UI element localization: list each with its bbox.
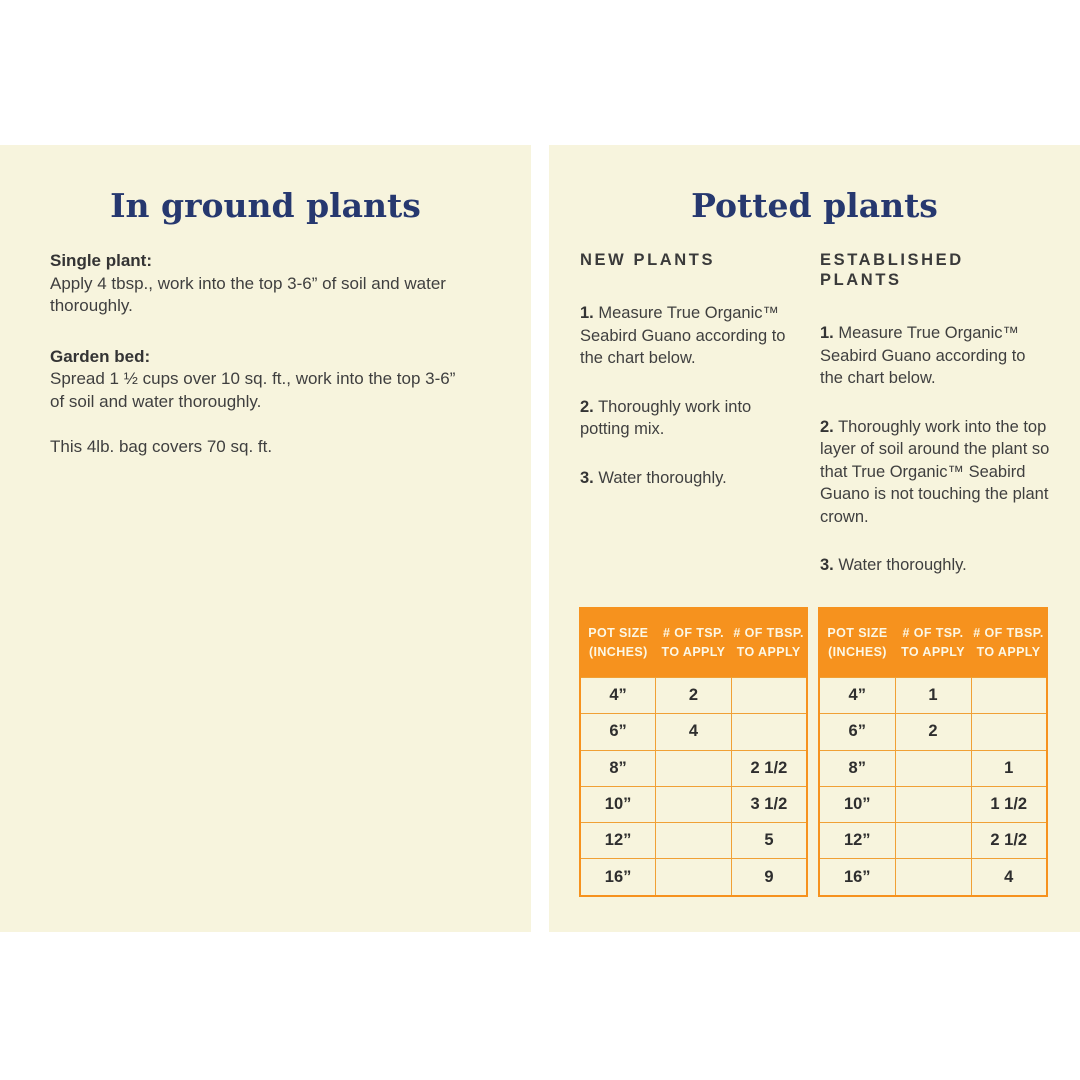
- step-number: 1.: [580, 304, 594, 322]
- new-plants-step-2: [580, 396, 794, 441]
- header-line: (INCHES): [588, 645, 648, 659]
- potted-plants-title: Potted plants: [691, 186, 938, 225]
- table-row: [819, 750, 1047, 786]
- cell-tsp: 1: [895, 678, 971, 714]
- header-line: TO APPLY: [736, 645, 801, 659]
- in-ground-plants-title: In ground plants: [110, 186, 421, 225]
- cell-pot-size: 6”: [580, 714, 656, 750]
- coverage-note: This 4lb. bag covers 70 sq. ft.: [50, 437, 273, 456]
- header-line: # OF TBSP.: [973, 626, 1044, 640]
- cell-tbsp: 2 1/2: [971, 823, 1047, 859]
- header-line: # OF TSP.: [662, 626, 724, 640]
- established-plants-step-3: [820, 554, 1052, 577]
- cell-tsp: 4: [656, 714, 732, 750]
- cell-tsp: [895, 750, 971, 786]
- table-header-row: [580, 608, 807, 678]
- header-pot-size: [819, 608, 895, 678]
- single-plant-section: [50, 250, 464, 318]
- table-row: [580, 823, 807, 859]
- step-text: Measure True Organic™ Seabird Guano according to the chart below.: [580, 304, 786, 367]
- step-number: 2.: [580, 397, 594, 416]
- cell-tbsp: 4: [971, 859, 1047, 896]
- cell-tbsp: [971, 678, 1047, 714]
- header-line: POT SIZE: [588, 626, 649, 640]
- cell-tsp: [656, 786, 732, 822]
- cell-tbsp: [731, 678, 807, 714]
- step-text: Water thoroughly.: [598, 468, 727, 487]
- step-number: 3.: [580, 468, 594, 487]
- cell-tbsp: 3 1/2: [731, 786, 807, 822]
- garden-bed-text: Spread 1 ½ cups over 10 sq. ft., work into the top 3-6” of soil and water thoroughly.: [50, 369, 456, 411]
- step-text: Water thoroughly.: [838, 556, 967, 574]
- header-line: TO APPLY: [901, 645, 965, 659]
- cell-pot-size: 16”: [580, 859, 656, 896]
- table-row: [580, 750, 807, 786]
- table-row: [819, 786, 1047, 822]
- step-text: Thoroughly work into potting mix.: [580, 397, 752, 438]
- cell-tsp: [656, 859, 732, 896]
- cell-pot-size: 10”: [580, 786, 656, 822]
- header-line: # OF TSP.: [902, 626, 964, 640]
- cell-pot-size: 6”: [819, 714, 895, 750]
- cell-pot-size: 4”: [580, 678, 656, 714]
- cell-tbsp: 1: [971, 750, 1047, 786]
- established-plants-dosage-table: [818, 607, 1048, 897]
- established-plants-step-2: [820, 416, 1052, 529]
- cell-tbsp: 1 1/2: [971, 786, 1047, 822]
- cell-pot-size: 12”: [580, 823, 656, 859]
- cell-tbsp: [731, 714, 807, 750]
- new-plants-step-3: [580, 467, 794, 490]
- established-plants-step-1: [820, 322, 1052, 390]
- header-line: (INCHES): [828, 645, 887, 659]
- header-line: # OF TBSP.: [733, 626, 804, 640]
- new-plants-step-1: [580, 302, 794, 370]
- header-line: POT SIZE: [827, 626, 888, 640]
- table-row: [580, 786, 807, 822]
- step-number: 3.: [820, 556, 834, 574]
- step-number: 1.: [820, 324, 834, 342]
- table-row: [819, 714, 1047, 750]
- cell-tsp: [656, 750, 732, 786]
- header-tsp: [656, 608, 732, 678]
- garden-bed-section: [50, 346, 464, 414]
- table-row: [819, 859, 1047, 896]
- cell-pot-size: 12”: [819, 823, 895, 859]
- established-plants-column: [820, 250, 1052, 577]
- header-tsp: [895, 608, 971, 678]
- step-number: 2.: [820, 417, 834, 436]
- cell-tsp: 2: [656, 678, 732, 714]
- new-plants-heading: NEW PLANTS: [580, 251, 716, 269]
- table-row: [580, 859, 807, 896]
- new-plants-column: [580, 250, 794, 489]
- cell-tbsp: 9: [731, 859, 807, 896]
- table-row: [819, 678, 1047, 714]
- cell-tbsp: 5: [731, 823, 807, 859]
- new-plants-dosage-table: [579, 607, 808, 897]
- cell-pot-size: 10”: [819, 786, 895, 822]
- header-line: TO APPLY: [976, 645, 1041, 659]
- header-pot-size: [580, 608, 656, 678]
- table-row: [580, 678, 807, 714]
- single-plant-label: Single plant:: [50, 251, 152, 270]
- cell-tbsp: [971, 714, 1047, 750]
- table-row: [819, 823, 1047, 859]
- cell-tsp: 2: [895, 714, 971, 750]
- step-text: Measure True Organic™ Seabird Guano according to the chart below.: [820, 324, 1026, 387]
- cell-pot-size: 16”: [819, 859, 895, 896]
- table-row: [580, 714, 807, 750]
- table-header-row: [819, 608, 1047, 678]
- cell-tbsp: 2 1/2: [731, 750, 807, 786]
- cell-pot-size: 4”: [819, 678, 895, 714]
- single-plant-text: Apply 4 tbsp., work into the top 3-6” of soil and water thoroughly.: [50, 273, 446, 315]
- established-plants-heading: ESTABLISHED PLANTS: [820, 251, 964, 289]
- cell-tsp: [895, 859, 971, 896]
- cell-pot-size: 8”: [819, 750, 895, 786]
- cell-tsp: [656, 823, 732, 859]
- garden-bed-label: Garden bed:: [50, 346, 151, 366]
- header-tbsp: [971, 608, 1047, 678]
- header-line: TO APPLY: [661, 645, 726, 659]
- cell-tsp: [895, 786, 971, 822]
- in-ground-instructions: [50, 250, 464, 459]
- header-tbsp: [731, 608, 807, 678]
- cell-tsp: [895, 823, 971, 859]
- step-text: Thoroughly work into the top layer of soil around the plant so that True Organic™ Seabird Guano is not touching the plant crown.: [820, 417, 1050, 526]
- cell-pot-size: 8”: [580, 750, 656, 786]
